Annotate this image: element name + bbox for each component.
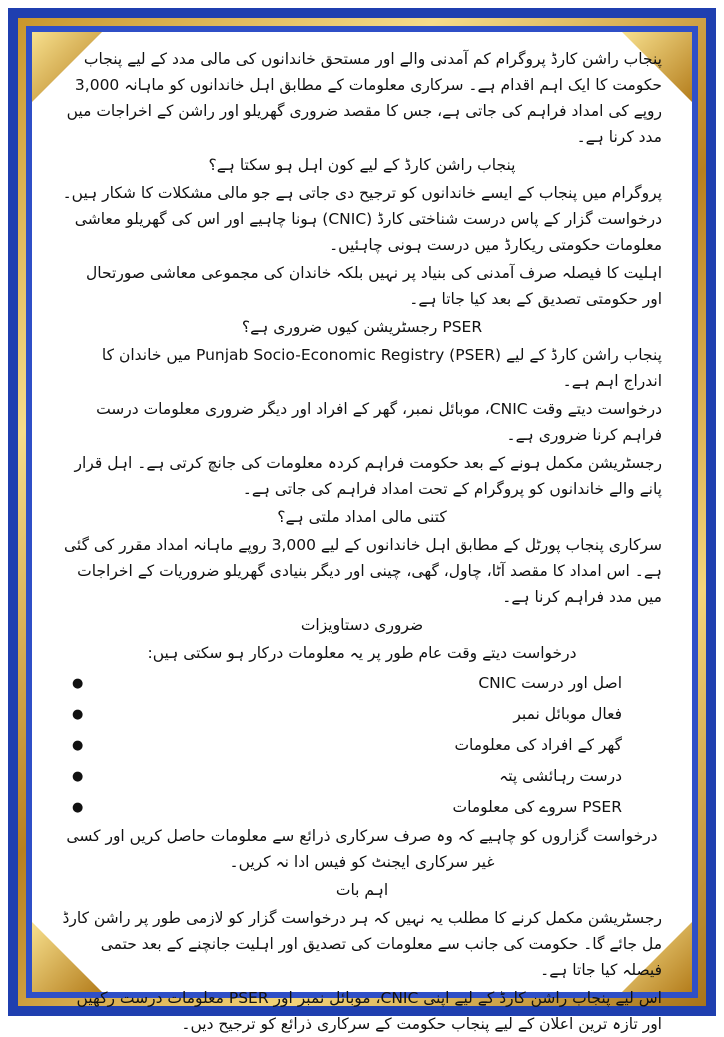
list-item (62, 699, 622, 730)
list-item (62, 668, 622, 699)
list-item (62, 792, 622, 823)
documents-intro: درخواست دیتے وقت عام طور پر یہ معلومات درکار ہو سکتی ہیں: (147, 644, 577, 662)
pser-paragraph-1: پنجاب راشن کارڈ کے لیے Punjab Socio-Economic Registry (PSER) میں خاندان کا اندراج اہم ہے۔ (101, 346, 662, 390)
heading-important: اہم بات (335, 881, 389, 899)
heading-documents: ضروری دستاویزات (300, 616, 424, 634)
pser-paragraph-2: درخواست دیتے وقت CNIC، موبائل نمبر، گھر کے افراد اور دیگر ضروری معلومات درست فراہم کرنا ضروری ہے۔ (96, 400, 662, 444)
intro-paragraph: پنجاب راشن کارڈ پروگرام کم آمدنی والے اور مستحق خاندانوں کی مالی مدد کے لیے پنجاب حکومت کا ایک اہم اقدام ہے۔ سرکاری معلومات کے مطابق اہل خاندانوں کو ماہانہ 3,000 روپے کی امداد فراہم کی جاتی ہے، جس کا مقصد ضروری گھریلو اور راشن کے اخراجات میں مدد کرنا ہے۔ (66, 50, 662, 146)
closing-paragraph: اس لیے پنجاب راشن کارڈ کے لیے اپنی CNIC، موبائل نمبر اور PSER معلومات درست رکھیں اور تازہ ترین اعلان کے لیے پنجاب حکومت کے سرکاری ذرائع کو ترجیح دیں۔ (76, 989, 662, 1033)
heading-eligibility: پنجاب راشن کارڈ کے لیے کون اہل ہو سکتا ہے؟ (208, 156, 516, 174)
list-item-text: گھر کے افراد کی معلومات (454, 736, 622, 754)
pser-paragraph-3: رجسٹریشن مکمل ہونے کے بعد حکومت فراہم کردہ معلومات کی جانچ کرتی ہے۔ اہل قرار پانے والے خاندانوں کو پروگرام کے تحت امداد فراہم کی جاتی ہے۔ (74, 454, 662, 498)
list-item (62, 761, 622, 792)
bullet-icon: ● (72, 800, 84, 815)
heading-pser: PSER رجسٹریشن کیوں ضروری ہے؟ (241, 318, 483, 336)
eligibility-decision-paragraph: اہلیت کا فیصلہ صرف آمدنی کی بنیاد پر نہیں بلکہ خاندان کی مجموعی معاشی صورتحال اور حکومتی تصدیق کے بعد کیا جاتا ہے۔ (86, 264, 662, 308)
list-item-text: PSER سروے کی معلومات (452, 798, 622, 816)
amount-paragraph: سرکاری پنجاب پورٹل کے مطابق اہل خاندانوں کے لیے 3,000 روپے ماہانہ امداد مقرر کی گئی ہے۔ اس امداد کا مقصد آٹا، چاول، گھی، چینی اور دیگر بنیادی گھریلو ضروریات کے اخراجات میں مدد فراہم کرنا ہے۔ (64, 536, 662, 606)
bullet-icon: ● (72, 676, 84, 691)
bullet-icon: ● (72, 769, 84, 784)
important-paragraph: رجسٹریشن مکمل کرنے کا مطلب یہ نہیں کہ ہر درخواست گزار کو لازمی طور پر راشن کارڈ مل جائے گا۔ حکومت کی جانب سے معلومات کی تصدیق اور اہلیت جانچنے کے بعد حتمی فیصلہ کیا جاتا ہے۔ (62, 909, 662, 979)
list-item-text: فعال موبائل نمبر (513, 705, 622, 723)
documents-list (62, 668, 662, 823)
bullet-icon: ● (72, 707, 84, 722)
list-item (62, 730, 622, 761)
heading-amount: کتنی مالی امداد ملتی ہے؟ (277, 508, 447, 526)
article-body (62, 46, 662, 1033)
bullet-icon: ● (72, 738, 84, 753)
list-item-text: درست رہائشی پتہ (499, 767, 622, 785)
eligibility-paragraph: پروگرام میں پنجاب کے ایسے خاندانوں کو ترجیح دی جاتی ہے جو مالی مشکلات کا شکار ہیں۔ درخواست گزار کے پاس درست شناختی کارڈ (CNIC) ہونا چاہیے اور اس کی گھریلو معاشی معلومات حکومتی ریکارڈ میں درست ہونی چاہئیں۔ (62, 184, 662, 254)
caution-paragraph: درخواست گزاروں کو چاہیے کہ وہ صرف سرکاری ذرائع سے معلومات حاصل کریں اور کسی غیر سرکاری ایجنٹ کو فیس ادا نہ کریں۔ (66, 827, 658, 871)
list-item-text: اصل اور درست CNIC (478, 674, 622, 692)
